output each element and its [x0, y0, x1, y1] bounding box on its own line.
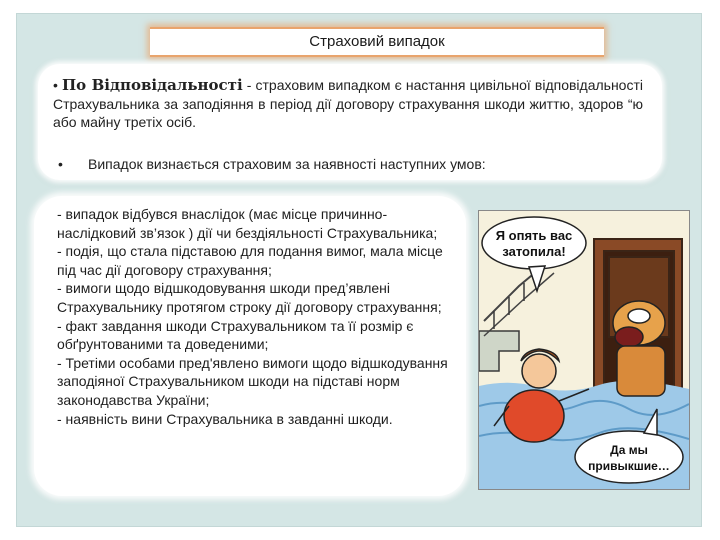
conditions-list [57, 205, 449, 428]
definition-term: По Відповідальності [62, 76, 243, 94]
speech-bubble-bottom-line2: привыкшие… [588, 459, 670, 473]
condition-item: - факт завдання шкоди Страхувальником та її розмір є обґрунтованими та доведеними; [57, 317, 414, 353]
old-man-drawing [613, 301, 665, 396]
conditions-intro [58, 155, 638, 173]
conditions-intro-text: Випадок визнається страховим за наявності наступних умов: [88, 156, 486, 172]
speech-bubble-top-line2: затопила! [502, 244, 566, 259]
flood-cartoon-image [478, 210, 690, 490]
definition-text: - страховим випадком є настання цивільної відповідальності Страхувальника за заподіяння в період дії договору страхування шкоди життю, здоров “ю або майну третіх осіб. [53, 77, 643, 130]
condition-item: - вимоги щодо відшкодовування шкоди пред’явлені Страхувальнику протягом строку дії договору страхування; [57, 280, 442, 315]
definition-bullet: • [53, 77, 58, 93]
slide-title-text: Страховий випадок [309, 33, 445, 50]
speech-bubble-top-line1: Я опять вас [495, 228, 573, 243]
condition-item: - наявність вини Страхувальника в завданні шкоди. [57, 410, 393, 427]
definition-paragraph [53, 76, 643, 132]
speech-bubble-bottom-line1: Да мы [610, 443, 648, 457]
condition-item: - випадок відбувся внаслідок (має місце причинно-наслідковий зв’язок ) дії чи бездіяльності Страхувальника; [57, 206, 438, 241]
conditions-intro-bullet: • [58, 156, 63, 172]
slide-title [150, 27, 604, 57]
condition-item: - Третіми особами пред'явлено вимоги щодо відшкодування заподіяної Страхувальником шкоди на підставі норм законодавства України; [57, 354, 448, 408]
condition-item: - подія, що стала підставою для подання вимог, мала місце під час дії договору страхування; [57, 243, 443, 278]
